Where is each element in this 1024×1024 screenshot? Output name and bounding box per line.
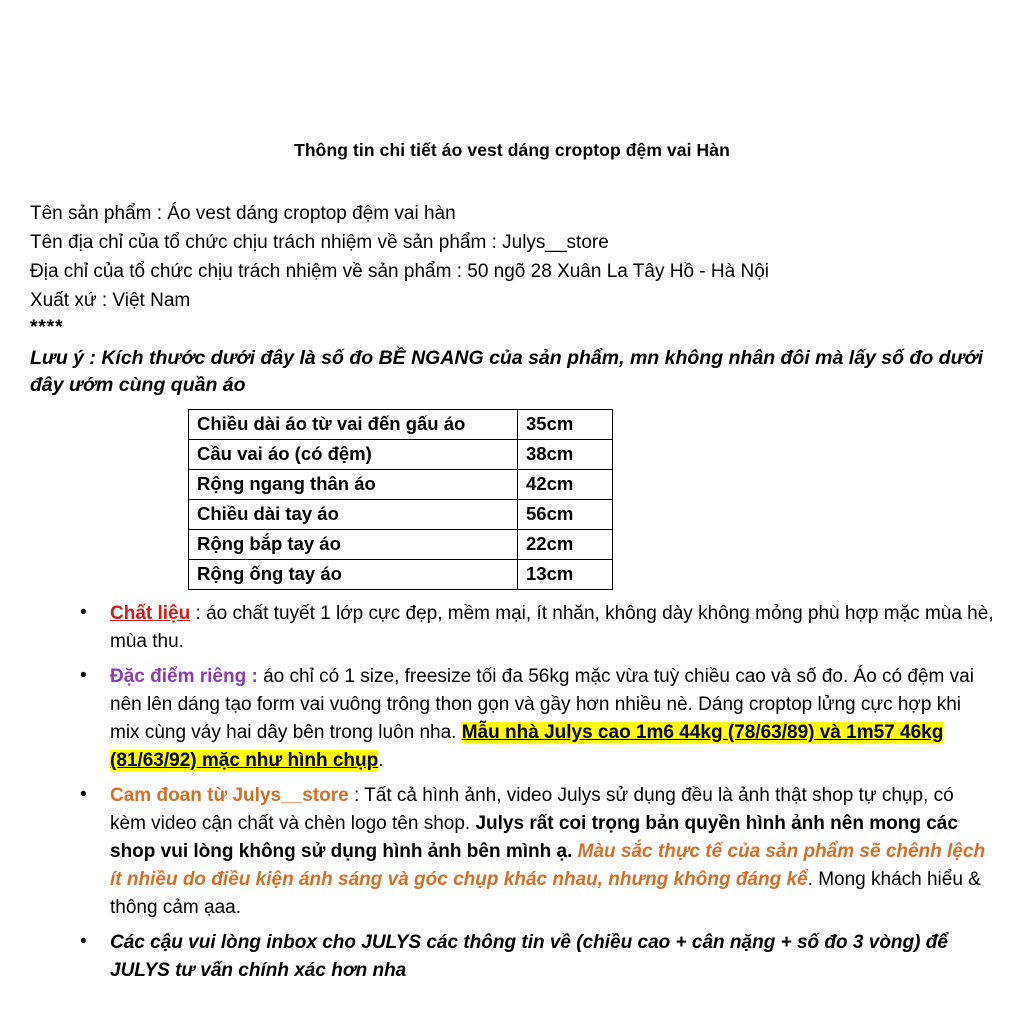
- info-line-org-address: Địa chỉ của tổ chức chịu trách nhiệm về sản phẩm : 50 ngõ 28 Xuân La Tây Hồ - Hà Nội: [30, 261, 769, 282]
- features-heading: Đặc điểm riêng :: [110, 666, 258, 687]
- material-text: : áo chất tuyết 1 lớp cực đẹp, mềm mại, ít nhăn, không dày không mỏng phù hợp mặc mùa hè, mùa thu.: [110, 603, 994, 652]
- features-tail: .: [378, 750, 384, 771]
- page-title: Thông tin chi tiết áo vest dáng croptop đệm vai Hàn: [294, 140, 730, 160]
- features-text: áo chỉ có 1 size, freesize tối đa 56kg mặc vừa tuỳ chiều cao và số đo. Áo có đệm vai nên lên dáng tạo form vai vuông trông thon gọn và gầy hơn nhiều nè. Dáng croptop lửng cực hợp khi mix cùng váy hai dây bên trong luôn nha.: [110, 666, 974, 743]
- commitment-bold-text: Julys rất coi trọng bản quyền hình ảnh nên mong các shop vui lòng không sử dụng hình ảnh bên mình ạ.: [110, 813, 958, 862]
- measurement-value: 13cm: [518, 560, 613, 590]
- features-highlight: Mẫu nhà Julys cao 1m6 44kg (78/63/89) và 1m57 46kg (81/63/92) mặc như hình chụp: [110, 722, 944, 771]
- measurement-label: Cầu vai áo (có đệm): [189, 440, 518, 470]
- product-info-block: [30, 199, 994, 315]
- measurement-label: Rộng ống tay áo: [189, 560, 518, 590]
- measurement-value: 56cm: [518, 500, 613, 530]
- measurement-label: Chiều dài tay áo: [189, 500, 518, 530]
- commitment-color-note: Màu sắc thực tế của sản phẩm sẽ chênh lệch ít nhiều do điều kiện ánh sáng và góc chụp khác nhau, nhưng không đáng kể: [110, 841, 986, 890]
- details-list: [30, 600, 994, 985]
- info-line-org-name: Tên địa chỉ của tổ chức chịu trách nhiệm về sản phẩm : Julys__store: [30, 232, 609, 253]
- table-row: [189, 560, 613, 590]
- measurement-label: Rộng ngang thân áo: [189, 470, 518, 500]
- info-line-origin: Xuất xứ : Việt Nam: [30, 290, 191, 311]
- contact-text: Các cậu vui lòng inbox cho JULYS các thông tin về (chiều cao + cân nặng + số đo 3 vòng) để JULYS tư vấn chính xác hơn nha: [110, 932, 948, 981]
- list-item-contact: [92, 929, 994, 985]
- separator-text: ****: [30, 317, 64, 338]
- measurement-value: 42cm: [518, 470, 613, 500]
- table-row: [189, 500, 613, 530]
- list-item-material: [92, 600, 994, 656]
- commitment-tail: . Mong khách hiểu & thông cảm ạaa.: [110, 869, 981, 918]
- table-row: [189, 530, 613, 560]
- table-row: [189, 410, 613, 440]
- list-item-commitment: [92, 782, 994, 922]
- measurement-label: Rộng bắp tay áo: [189, 530, 518, 560]
- info-line-product-name: Tên sản phẩm : Áo vest dáng croptop đệm vai hàn: [30, 203, 456, 224]
- measurement-value: 35cm: [518, 410, 613, 440]
- measurement-table: [188, 409, 613, 590]
- measurement-value: 38cm: [518, 440, 613, 470]
- commitment-heading: Cam đoan từ Julys__store: [110, 785, 349, 806]
- measurement-label: Chiều dài áo từ vai đến gấu áo: [189, 410, 518, 440]
- commitment-text: : Tất cả hình ảnh, video Julys sử dụng đều là ảnh thật shop tự chụp, có kèm video cận chất và chèn logo tên shop.: [110, 785, 954, 834]
- measurement-value: 22cm: [518, 530, 613, 560]
- list-item-features: [92, 663, 994, 775]
- table-row: [189, 470, 613, 500]
- table-row: [189, 440, 613, 470]
- size-note: Lưu ý : Kích thước dưới đây là số đo BỀ NGANG của sản phẩm, mn không nhân đôi mà lấy số đo dưới đây ướm cùng quần áo: [30, 347, 984, 396]
- material-heading: Chất liệu: [110, 603, 191, 624]
